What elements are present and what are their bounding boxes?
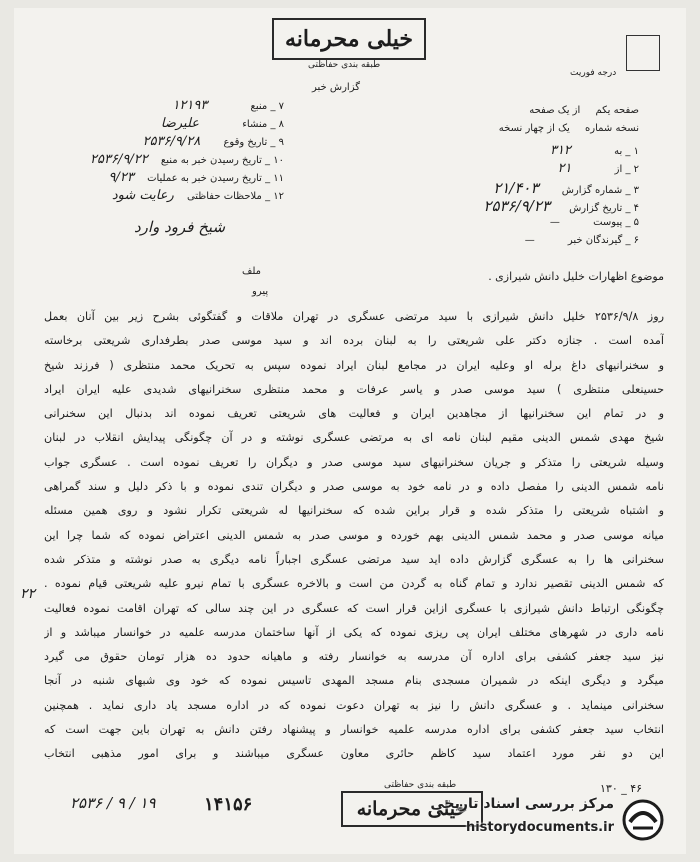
meta-row: [414, 123, 639, 134]
meta-label: ۱۱ _ تاریخ رسیدن خبر به عملیات: [147, 173, 284, 184]
margin-archive-label: ملف: [242, 266, 262, 277]
meta-label: ۲ _ از: [614, 164, 639, 175]
body-line: و در تمام این سخنرانیها از مجاهدین ایران و فعالیت های شریعتی تعریف نموده اند بدنبال این سخنرانی: [44, 407, 664, 421]
meta-label: ۳ _ شماره گزارش: [561, 185, 639, 196]
meta-value: از یک صفحه: [529, 105, 581, 116]
meta-label: ۴ _ تاریخ گزارش: [569, 203, 639, 214]
body-line: سخنرانی مینماید . و عسگری دانش را نیز به تهران دعوت نموده که در اداره مسجد یاد داری نماید . همچنین: [44, 698, 664, 712]
report-label: گزارش خبر: [312, 82, 360, 93]
body-line: و اشتباه شریعتی را متذکر شده و قرار براین شده که سخنرانیها له شریعتی تکرار نشود و روی همین مسئله: [44, 504, 664, 518]
meta-label: ۶ _ گیرندگان خبر: [567, 235, 639, 246]
report-body: [44, 305, 664, 767]
archive-emblem-icon: [620, 798, 666, 842]
corner-box: [626, 35, 660, 71]
meta-value: —: [549, 217, 560, 228]
file-code: ۴۶ _ ۱۳۰: [600, 782, 643, 795]
meta-row: [44, 188, 284, 203]
body-line: این دو نفر مورد اعتماد سید کاظم حائری معاون عسگری میباشند و برای امور مذهبی انتخاب: [44, 747, 664, 761]
meta-value: ۲۱/۴۰۳: [493, 179, 539, 197]
meta-row: [414, 179, 639, 197]
meta-value: ۹/۲۳: [108, 170, 134, 185]
document-number: ۱۴۱۵۶: [204, 794, 253, 815]
meta-value: ۲۵۳۶/۹/۲۳: [483, 197, 550, 215]
body-line: چگونگی ارتباط دانش شیرازی با عسگری ازاین قرار است که عسگری در این چند سالی که تهران اقامت نموده فعالیت: [44, 601, 664, 615]
meta-value: ۳۱۲: [549, 143, 571, 158]
meta-label: ۸ _ منشاء: [242, 119, 284, 130]
document-page: [14, 8, 686, 854]
meta-value: علیرضا: [160, 116, 200, 131]
classification-note: طبقه بندی حفاظتی: [308, 60, 381, 70]
meta-row: [44, 170, 284, 185]
meta-label: ۱۰ _ تاریخ رسیدن خبر به منبع: [160, 155, 284, 166]
top-classification-stamp: [272, 18, 426, 60]
handwritten-note: شیخ فرود وارد: [134, 218, 226, 236]
margin-follow-label: پیرو: [252, 286, 269, 297]
body-line: میانه موسی صدر و محمد شمس الدینی بهم خورده و موسی صدر به شمس الدینی اعتراض نموده که شما چرا این: [44, 528, 664, 542]
meta-value: —: [524, 235, 535, 246]
body-line: که شمس الدینی تقصیر ندارد و تمام گناه به گردن من است و بالاخره عسگری با تمام نیرو علیه شریعتی قیام نموده .: [44, 577, 664, 591]
body-line: نامه شمس الدینی را مفصل داده و در نامه خود به موسی صدر و دیگران تندی نموده و با ذکر دلیل و سند گمراهی: [44, 480, 664, 494]
meta-value: رعایت شود: [111, 188, 174, 203]
meta-value: یک از چهار نسخه: [498, 123, 570, 134]
meta-value: ۲۵۳۶/۹/۲۲: [90, 152, 148, 167]
meta-value: ۲۵۳۶/۹/۲۸: [142, 134, 201, 149]
body-line: سخنرانی ها را به عسگری گزارش داده اید سید مرتضی عسگری اجباراً نامه دیگری به صدر نوشته و متذکر شده: [44, 552, 664, 566]
stamp-text: خیلی محرمانه: [356, 798, 468, 820]
body-line: آمده است . جنازه دکتر علی شریعتی را به لبنان برده اند و سید موسی صدر بطرفداری شریعتی برخاسته: [44, 334, 664, 348]
meta-label: ۹ _ تاریخ وقوع: [223, 137, 284, 148]
body-line: نامه داری در شهرهای مختلف ایران پی ریزی نموده که یکی از آنها ساختمان مدرسه علمیه در خوانسار میباشد و از: [44, 625, 664, 639]
watermark-url: historydocuments.ir: [465, 820, 614, 835]
meta-row: [414, 161, 639, 176]
handwritten-date: ۱۹ / ۹ / ۲۵۳۶: [70, 794, 156, 812]
body-line: وسیله شریعتی را متذکر و جریان سخنرانیهای سید موسی صدر و دیگران را تعریف نموده است . عسگری جواب: [44, 455, 664, 469]
watermark-title: مرکز بررسی اسناد تاریخی: [430, 796, 614, 812]
bottom-stamp-note: طبقه بندی حفاظتی: [384, 780, 457, 790]
meta-value: ۲۱: [557, 161, 572, 176]
body-line: حسینعلی منتظری ) سید موسی صدر و یاسر عرفات و محمد منتظری سخنرانیهای شدیدی علیه ایران ایراد: [44, 382, 664, 396]
meta-row: [44, 98, 284, 113]
meta-row: [414, 197, 639, 215]
body-line: میگرد و دیگری اینکه در شمیران مسجدی بنام مسجد المهدی تاسیس نموده که خود وی شبهای شنبه در آنجا: [44, 674, 664, 688]
meta-label: ۷ _ منبع: [250, 101, 284, 112]
body-line: شیخ مهدی شمس الدینی مقیم لبنان نامه ای به مرتضی عسگری نوشته و در آن چگونگی پیدایش انقلاب در لبنان: [44, 431, 664, 445]
subject-line: موضوع اظهارات خلیل دانش شیرازی .: [488, 270, 664, 283]
watermark-logo: [430, 794, 674, 846]
body-line: نیز سید جعفر کشفی برای اداره آن مدرسه به خوانسار رفته و ماهیانه حدود ده هزار تومان حقوق می گیرد: [44, 650, 664, 664]
margin-handwritten-mark: ۲۲: [20, 586, 36, 602]
stamp-text: خیلی محرمانه: [284, 26, 414, 52]
meta-label: ۵ _ پیوست: [593, 217, 639, 228]
meta-label: نسخه شماره: [585, 123, 639, 134]
meta-row: [414, 143, 639, 158]
meta-label: ۱۲ _ ملاحظات حفاظتی: [186, 191, 284, 202]
meta-row: [414, 217, 639, 228]
meta-value: ۱۲۱۹۳: [172, 98, 208, 113]
body-line: روز ۲۵۳۶/۹/۸ خلیل دانش شیرازی با سید مرتضی عسگری در تهران ملاقات و گفتگوئی بشرح زیر بین آنان بعمل: [44, 310, 664, 323]
meta-row: [44, 152, 284, 167]
body-line: و سخنرانیهای داغ برله او وعلیه ایران در مجامع لبنان ایراد نموده سپس به تحریک محمد منتظری ( فرزند شیخ: [44, 358, 664, 372]
body-line: انتخاب سید جعفر کشفی برای اداره مدرسه علمیه خوانسار و پیشنهاد رفتن دانش به تهران باین جهت است که: [44, 723, 664, 737]
priority-label: درجه فوریت: [570, 68, 617, 78]
meta-row: [44, 116, 284, 131]
meta-label: صفحه یکم: [595, 105, 639, 116]
meta-row: [44, 134, 284, 149]
meta-row: [414, 105, 639, 116]
meta-row: [414, 235, 639, 246]
meta-label: ۱ _ به: [614, 146, 639, 157]
